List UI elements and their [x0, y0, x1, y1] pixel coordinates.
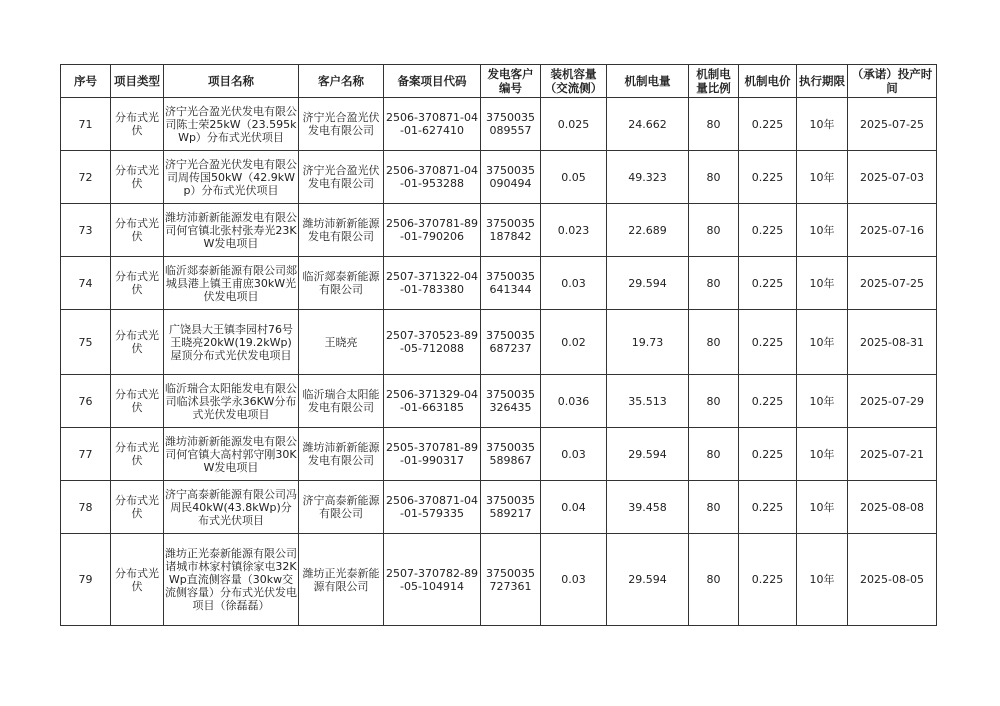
client-id: 3750035727361 — [481, 534, 541, 626]
table-body — [61, 98, 937, 626]
execution-term: 10年 — [797, 534, 848, 626]
installed-capacity: 0.025 — [541, 98, 607, 151]
project-type: 分布式光伏 — [111, 428, 164, 481]
client-id: 3750035187842 — [481, 204, 541, 257]
execution-term: 10年 — [797, 98, 848, 151]
installed-capacity: 0.03 — [541, 534, 607, 626]
client-id: 3750035090494 — [481, 151, 541, 204]
project-name — [164, 204, 299, 257]
table-header-row — [61, 65, 937, 98]
filing-code: 2506-371329-04-01-663185 — [384, 375, 481, 428]
project-name-text: 济宁光合盈光伏发电有限公司周传国50kW（42.9kWp）分布式光伏项目 — [165, 157, 297, 197]
column-header: 机制电量比例 — [689, 65, 739, 98]
project-type: 分布式光伏 — [111, 98, 164, 151]
mechanism-energy: 29.594 — [607, 534, 689, 626]
column-header: 备案项目代码 — [384, 65, 481, 98]
mechanism-energy: 29.594 — [607, 257, 689, 310]
filing-code: 2507-370523-89-05-712088 — [384, 310, 481, 375]
mechanism-price: 0.225 — [739, 151, 797, 204]
column-header: 客户名称 — [299, 65, 384, 98]
project-name — [164, 151, 299, 204]
table-row — [61, 204, 937, 257]
mechanism-energy-ratio: 80 — [689, 98, 739, 151]
project-type: 分布式光伏 — [111, 375, 164, 428]
project-name — [164, 98, 299, 151]
column-header: （承诺）投产时间 — [848, 65, 937, 98]
row-number: 78 — [61, 481, 111, 534]
project-name — [164, 428, 299, 481]
project-type: 分布式光伏 — [111, 534, 164, 626]
customer-name: 济宁光合盈光伏发电有限公司 — [299, 98, 384, 151]
execution-term: 10年 — [797, 204, 848, 257]
filing-code: 2507-371322-04-01-783380 — [384, 257, 481, 310]
customer-name: 王晓亮 — [299, 310, 384, 375]
mechanism-energy: 35.513 — [607, 375, 689, 428]
commissioning-date: 2025-07-16 — [848, 204, 937, 257]
commissioning-date: 2025-07-25 — [848, 98, 937, 151]
commissioning-date: 2025-08-05 — [848, 534, 937, 626]
customer-name: 潍坊正光泰新能源有限公司 — [299, 534, 384, 626]
column-header: 执行期限 — [797, 65, 848, 98]
customer-name: 临沂郯泰新能源有限公司 — [299, 257, 384, 310]
commissioning-date: 2025-08-31 — [848, 310, 937, 375]
client-id: 3750035589867 — [481, 428, 541, 481]
filing-code: 2506-370871-04-01-627410 — [384, 98, 481, 151]
mechanism-energy-ratio: 80 — [689, 481, 739, 534]
project-name-text: 潍坊沛新新能源发电有限公司何官镇大高村郭守刚30KW发电项目 — [165, 434, 297, 474]
project-name — [164, 534, 299, 626]
row-number: 77 — [61, 428, 111, 481]
mechanism-energy: 29.594 — [607, 428, 689, 481]
execution-term: 10年 — [797, 151, 848, 204]
execution-term: 10年 — [797, 257, 848, 310]
installed-capacity: 0.03 — [541, 257, 607, 310]
installed-capacity: 0.05 — [541, 151, 607, 204]
mechanism-price: 0.225 — [739, 204, 797, 257]
column-header: 序号 — [61, 65, 111, 98]
project-name-text: 临沂瑞合太阳能发电有限公司临沭县张学永36KW分布式光伏发电项目 — [165, 381, 297, 421]
mechanism-energy-ratio: 80 — [689, 428, 739, 481]
filing-code: 2506-370871-04-01-953288 — [384, 151, 481, 204]
project-name-text: 临沂郯泰新能源有限公司郯城县港上镇王甫庶30kW光伏发电项目 — [165, 263, 297, 303]
table-row — [61, 481, 937, 534]
document-sheet — [60, 64, 936, 626]
installed-capacity: 0.03 — [541, 428, 607, 481]
mechanism-price: 0.225 — [739, 375, 797, 428]
row-number: 75 — [61, 310, 111, 375]
filing-code: 2507-370782-89-05-104914 — [384, 534, 481, 626]
project-type: 分布式光伏 — [111, 481, 164, 534]
filing-code: 2506-370781-89-01-790206 — [384, 204, 481, 257]
table-row — [61, 428, 937, 481]
column-header: 发电客户编号 — [481, 65, 541, 98]
project-name-text: 济宁高泰新能源有限公司冯周民40kW(43.8kWp)分布式光伏项目 — [165, 487, 297, 527]
mechanism-price: 0.225 — [739, 310, 797, 375]
customer-name: 济宁光合盈光伏发电有限公司 — [299, 151, 384, 204]
row-number: 76 — [61, 375, 111, 428]
customer-name: 潍坊沛新新能源发电有限公司 — [299, 428, 384, 481]
project-type: 分布式光伏 — [111, 151, 164, 204]
column-header: 项目类型 — [111, 65, 164, 98]
mechanism-energy: 39.458 — [607, 481, 689, 534]
mechanism-energy-ratio: 80 — [689, 310, 739, 375]
column-header: 机制电量 — [607, 65, 689, 98]
project-name-text: 潍坊正光泰新能源有限公司诸城市林家村镇徐家屯32KWp直流侧容量（30kw交流侧容量）分布式光伏发电项目（徐磊磊） — [165, 547, 297, 612]
client-id: 3750035326435 — [481, 375, 541, 428]
commissioning-date: 2025-07-03 — [848, 151, 937, 204]
filing-code: 2506-370871-04-01-579335 — [384, 481, 481, 534]
table-row — [61, 534, 937, 626]
table-row — [61, 310, 937, 375]
column-header: 机制电价 — [739, 65, 797, 98]
mechanism-price: 0.225 — [739, 257, 797, 310]
table-row — [61, 98, 937, 151]
project-name-text: 潍坊沛新新能源发电有限公司何官镇北张村张寿光23KW发电项目 — [165, 210, 297, 250]
mechanism-energy: 22.689 — [607, 204, 689, 257]
commissioning-date: 2025-07-21 — [848, 428, 937, 481]
commissioning-date: 2025-07-25 — [848, 257, 937, 310]
table-row — [61, 375, 937, 428]
project-type: 分布式光伏 — [111, 310, 164, 375]
mechanism-price: 0.225 — [739, 534, 797, 626]
mechanism-price: 0.225 — [739, 481, 797, 534]
customer-name: 临沂瑞合太阳能发电有限公司 — [299, 375, 384, 428]
mechanism-energy: 19.73 — [607, 310, 689, 375]
table-row — [61, 151, 937, 204]
project-table — [60, 64, 937, 626]
project-name — [164, 257, 299, 310]
row-number: 73 — [61, 204, 111, 257]
client-id: 3750035687237 — [481, 310, 541, 375]
filing-code: 2505-370781-89-01-990317 — [384, 428, 481, 481]
column-header: 项目名称 — [164, 65, 299, 98]
customer-name: 济宁高泰新能源有限公司 — [299, 481, 384, 534]
installed-capacity: 0.04 — [541, 481, 607, 534]
client-id: 3750035641344 — [481, 257, 541, 310]
mechanism-price: 0.225 — [739, 428, 797, 481]
project-type: 分布式光伏 — [111, 204, 164, 257]
customer-name: 潍坊沛新新能源发电有限公司 — [299, 204, 384, 257]
table-row — [61, 257, 937, 310]
execution-term: 10年 — [797, 310, 848, 375]
project-name-text: 广饶县大王镇李园村76号王晓亮20kW(19.2kWp)屋顶分布式光伏发电项目 — [169, 322, 293, 362]
commissioning-date: 2025-08-08 — [848, 481, 937, 534]
row-number: 72 — [61, 151, 111, 204]
installed-capacity: 0.02 — [541, 310, 607, 375]
row-number: 71 — [61, 98, 111, 151]
mechanism-energy-ratio: 80 — [689, 375, 739, 428]
execution-term: 10年 — [797, 428, 848, 481]
installed-capacity: 0.036 — [541, 375, 607, 428]
project-name — [164, 310, 299, 375]
mechanism-energy-ratio: 80 — [689, 257, 739, 310]
project-name-text: 济宁光合盈光伏发电有限公司陈士荣25kW（23.595kWp）分布式光伏项目 — [165, 104, 297, 144]
project-name — [164, 375, 299, 428]
mechanism-energy: 49.323 — [607, 151, 689, 204]
project-name — [164, 481, 299, 534]
client-id: 3750035089557 — [481, 98, 541, 151]
installed-capacity: 0.023 — [541, 204, 607, 257]
mechanism-energy-ratio: 80 — [689, 534, 739, 626]
execution-term: 10年 — [797, 481, 848, 534]
project-type: 分布式光伏 — [111, 257, 164, 310]
mechanism-energy-ratio: 80 — [689, 151, 739, 204]
row-number: 79 — [61, 534, 111, 626]
column-header: 装机容量（交流侧） — [541, 65, 607, 98]
commissioning-date: 2025-07-29 — [848, 375, 937, 428]
row-number: 74 — [61, 257, 111, 310]
mechanism-price: 0.225 — [739, 98, 797, 151]
client-id: 3750035589217 — [481, 481, 541, 534]
mechanism-energy-ratio: 80 — [689, 204, 739, 257]
execution-term: 10年 — [797, 375, 848, 428]
mechanism-energy: 24.662 — [607, 98, 689, 151]
